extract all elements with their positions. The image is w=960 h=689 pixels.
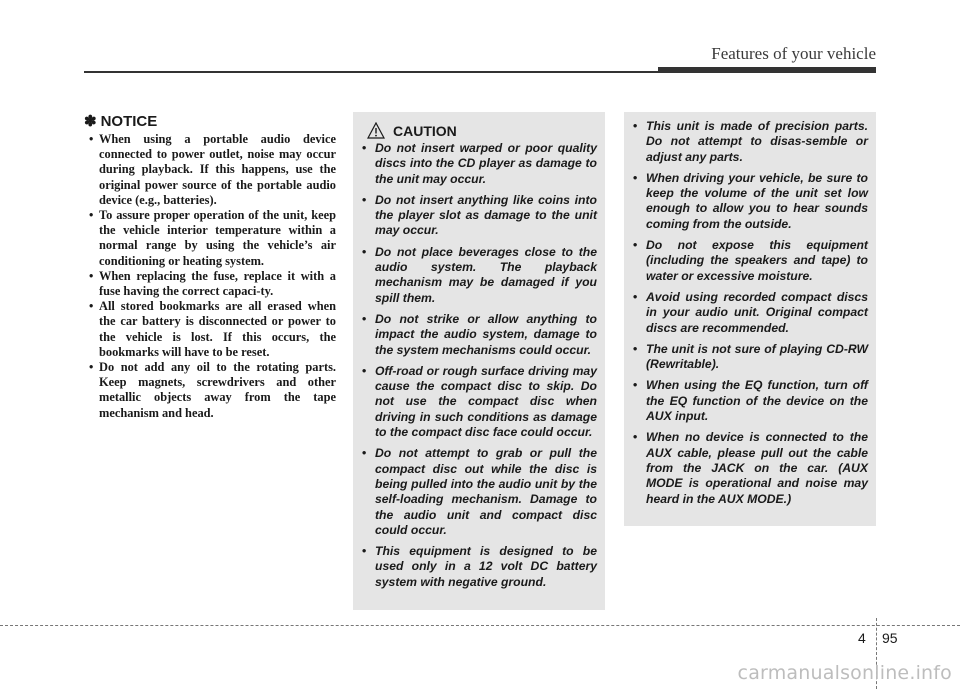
caution-heading — [367, 122, 605, 139]
notice-item-text: To assure proper operation of the unit, keep the vehicle interior temperature within a normal range by using the vehicle’s air conditioning or heating system. — [99, 208, 336, 268]
caution-box — [353, 112, 605, 610]
notice-item — [84, 208, 336, 269]
bullet-icon: • — [633, 170, 638, 185]
bullet-icon: • — [633, 341, 638, 356]
bullet-icon: • — [362, 311, 367, 326]
footer-rule — [0, 625, 960, 626]
caution-item-text: Off-road or rough surface driving may cause the compact disc to skip. Do not use the compact disc when driving in such conditions as damage to the compact disc face could occur. — [375, 363, 597, 440]
notice-item-text: Do not add any oil to the rotating parts. Keep magnets, screwdrivers and other metallic objects away from the tape mechanism and head. — [99, 360, 336, 420]
bullet-icon: • — [633, 378, 638, 393]
caution-item-text: Do not place beverages close to the audio system. The playback mechanism may be damaged if you spill them. — [375, 244, 597, 305]
caution-item-text: Avoid using recorded compact discs in your audio unit. Original compact discs are recommended. — [646, 289, 868, 335]
caution-item — [624, 342, 876, 373]
notice-heading — [84, 112, 336, 130]
caution-item-text: Do not expose this equipment (including the speakers and tape) to water or excessive moisture. — [646, 238, 868, 283]
section-title: Features of your vehicle — [711, 44, 876, 63]
notice-item — [84, 299, 336, 360]
bullet-icon: • — [362, 363, 367, 378]
header-rule-accent — [658, 67, 876, 73]
bullet-icon: • — [89, 132, 94, 146]
caution-item-text: When no device is connected to the AUX cable, please pull out the cable from the JACK on the car. (AUX MODE is operational and noise may heard in the AUX MODE.) — [646, 430, 868, 506]
notice-item — [84, 132, 336, 208]
bullet-icon: • — [362, 141, 367, 155]
caution-continued-box — [624, 112, 876, 526]
caution-item-text: When driving your vehicle, be sure to keep the volume of the unit set low enough to allow you to hear sounds coming from the outside. — [646, 170, 868, 231]
caution-item — [353, 245, 605, 306]
caution-item — [353, 141, 605, 187]
notice-section — [84, 112, 336, 421]
star-icon: ✽ — [84, 113, 97, 130]
bullet-icon: • — [89, 268, 94, 283]
caution-item-text: This unit is made of precision parts. Do not attempt to disas-semble or adjust any parts. — [646, 119, 868, 164]
warning-triangle-icon — [367, 122, 385, 139]
caution-item-text: Do not strike or allow anything to impact the audio system, damage to the system mechanisms could occur. — [375, 311, 597, 357]
bullet-icon: • — [633, 430, 638, 445]
caution-item-text: Do not insert anything like coins into the player slot as damage to the unit may occur. — [375, 192, 597, 238]
caution-item-text: The unit is not sure of playing CD-RW (Rewritable). — [646, 341, 868, 372]
caution-item — [624, 238, 876, 284]
bullet-icon: • — [362, 446, 367, 461]
notice-item — [84, 269, 336, 299]
bullet-icon: • — [633, 289, 638, 304]
caution-item — [353, 193, 605, 239]
bullet-icon: • — [89, 360, 94, 375]
caution-item — [624, 171, 876, 232]
caution-item-text: When using the EQ function, turn off the EQ function of the device on the AUX input. — [646, 378, 868, 424]
caution-item — [624, 119, 876, 165]
bullet-icon: • — [89, 299, 94, 314]
notice-item-text: When replacing the fuse, replace it with a fuse having the correct capaci-ty. — [99, 268, 336, 299]
caution-item-text: This equipment is designed to be used only in a 12 volt DC battery system with negative ground. — [375, 544, 597, 589]
notice-item-text: All stored bookmarks are all erased when the car battery is disconnected or power to the vehicle is lost. If this occurs, the bookmarks will have to be reset. — [99, 299, 336, 359]
caution-item — [353, 544, 605, 590]
bullet-icon: • — [89, 208, 94, 223]
bullet-icon: • — [362, 544, 367, 559]
caution-item — [624, 290, 876, 336]
caution-item — [624, 378, 876, 424]
caution-item — [353, 446, 605, 538]
caution-item-text: Do not insert warped or poor quality discs into the CD player as damage to the unit may occur. — [375, 141, 597, 186]
caution-item — [353, 364, 605, 440]
watermark: carmanualsonline.info — [737, 662, 952, 684]
notice-item — [84, 360, 336, 421]
bullet-icon: • — [633, 119, 638, 133]
bullet-icon: • — [362, 192, 367, 207]
chapter-number: 4 — [858, 630, 866, 646]
page-number: 95 — [882, 630, 898, 646]
bullet-icon: • — [633, 238, 638, 253]
caution-item — [353, 312, 605, 358]
caution-heading-text: CAUTION — [393, 122, 457, 139]
notice-item-text: When using a portable audio device connected to power outlet, noise may occur during playback. If this happens, use the original power source of the portable audio device (e.g., batteries). — [99, 132, 336, 207]
caution-item-text: Do not attempt to grab or pull the compact disc out while the disc is being pulled into the audio unit by the self-loading mechanism. Damage to the audio unit and compact disc could occur. — [375, 446, 597, 537]
notice-heading-text: NOTICE — [100, 113, 158, 130]
bullet-icon: • — [362, 244, 367, 259]
caution-item — [624, 430, 876, 506]
